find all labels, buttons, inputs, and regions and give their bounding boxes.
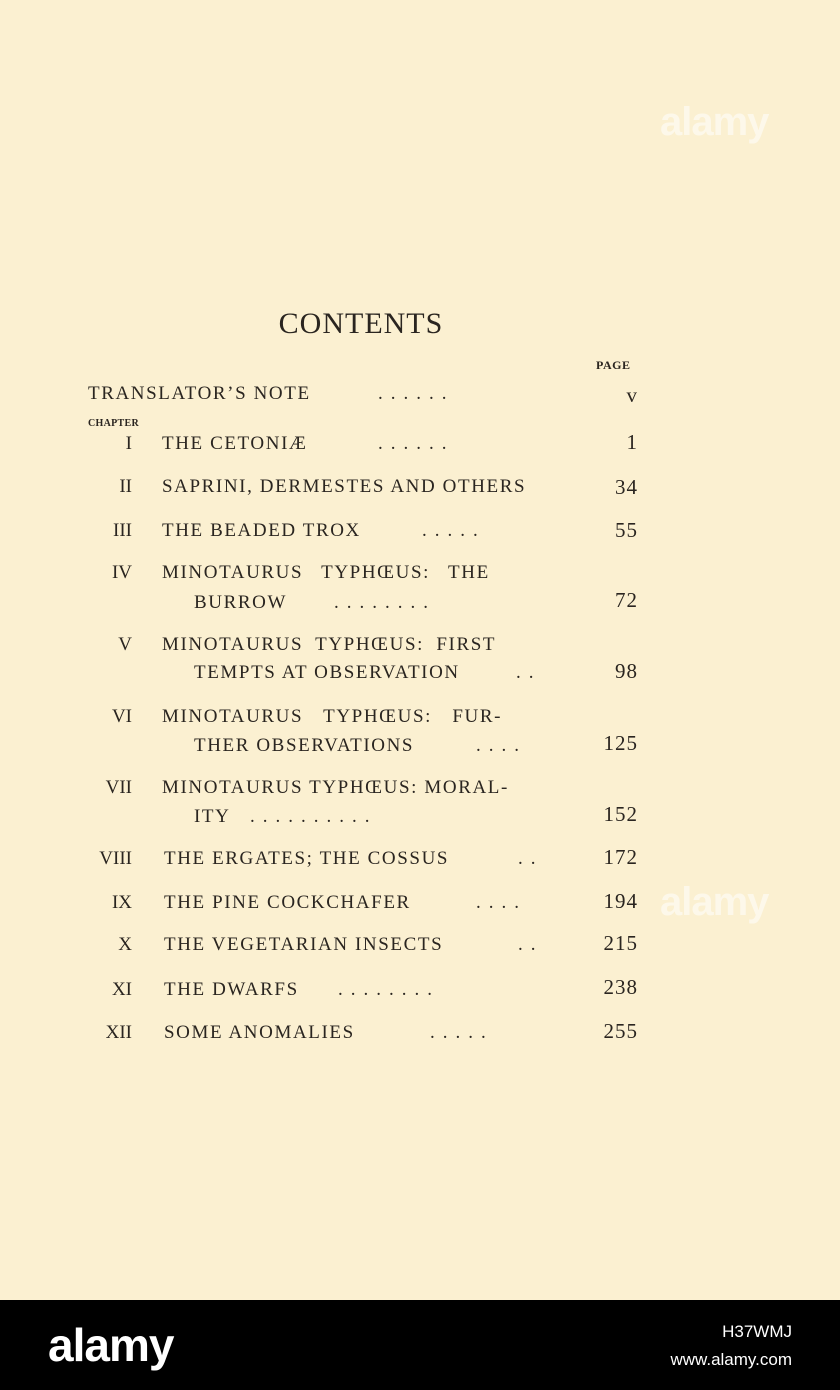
- toc-entry-page: 152: [603, 802, 638, 826]
- alamy-logo: alamy: [48, 1319, 174, 1371]
- stock-footer-bar: [0, 1300, 840, 1390]
- chapter-number: VI: [111, 706, 132, 727]
- toc-entry-title-continued: TEMPTS AT OBSERVATION: [194, 662, 460, 683]
- chapter-number: VII: [105, 777, 132, 798]
- leader-dots: ..: [518, 934, 544, 955]
- leader-dots: ..: [518, 848, 544, 869]
- image-code: H37WMJ: [722, 1322, 792, 1341]
- leader-dots: ....: [476, 735, 527, 756]
- toc-entry-title-continued: BURROW: [194, 592, 287, 613]
- toc-entry-page: 172: [603, 845, 638, 869]
- toc-entry-title-continued: THER OBSERVATIONS: [194, 735, 415, 756]
- watermark: alamy: [660, 100, 769, 144]
- source-url: www.alamy.com: [670, 1350, 792, 1369]
- toc-entry-page: 72: [615, 588, 638, 612]
- chapter-number: VIII: [99, 848, 132, 869]
- chapter-number: XI: [111, 979, 132, 1000]
- toc-entry-title: THE DWARFS: [164, 979, 299, 1000]
- watermark: alamy: [660, 880, 769, 924]
- toc-entry-title: THE PINE COCKCHAFER: [164, 892, 411, 913]
- chapter-number: X: [118, 934, 132, 955]
- toc-entry-title: THE ERGATES; THE COSSUS: [164, 848, 450, 869]
- leader-dots: ..........: [250, 806, 378, 827]
- toc-entry-title: MINOTAURUS TYPHŒUS: MORAL-: [162, 777, 509, 798]
- toc-entry-title: MINOTAURUS TYPHŒUS: FUR-: [162, 706, 503, 727]
- leader-dots: ........: [334, 592, 436, 613]
- leader-dots: .....: [430, 1022, 494, 1043]
- toc-entry-page: 1: [626, 430, 638, 454]
- chapter-number: IX: [111, 892, 132, 913]
- toc-entry-page: 255: [603, 1019, 638, 1043]
- toc-entry-title: MINOTAURUS TYPHŒUS: FIRST: [162, 634, 497, 655]
- toc-entry-title: TRANSLATOR’S NOTE: [88, 383, 311, 404]
- toc-entry-page: 34: [615, 475, 638, 499]
- leader-dots: ......: [378, 433, 455, 454]
- leader-dots: ....: [476, 892, 527, 913]
- leader-dots: ..: [516, 662, 542, 683]
- page-column-header: PAGE: [596, 358, 631, 372]
- chapter-number: V: [118, 634, 132, 655]
- toc-entry-page: 215: [603, 931, 638, 955]
- chapter-number: IV: [111, 562, 132, 583]
- toc-entry-page: v: [626, 383, 638, 407]
- chapter-number: II: [119, 476, 132, 497]
- toc-entry-title: SAPRINI, DERMESTES AND OTHERS: [162, 476, 527, 497]
- toc-entry-page: 98: [615, 659, 638, 683]
- leader-dots: ........: [338, 979, 440, 1000]
- toc-entry-page: 194: [603, 889, 638, 913]
- toc-entry-page: 238: [603, 975, 638, 999]
- chapter-number: III: [113, 520, 132, 541]
- chapter-column-header: CHAPTER: [88, 418, 139, 429]
- toc-entry-page: 55: [615, 518, 638, 542]
- toc-entry-title: SOME ANOMALIES: [164, 1022, 355, 1043]
- toc-entry-title: MINOTAURUS TYPHŒUS: THE: [162, 562, 490, 583]
- chapter-number: XII: [105, 1022, 132, 1043]
- leader-dots: ......: [378, 383, 455, 404]
- toc-entry-title-continued: ITY: [194, 806, 231, 827]
- toc-entry-title: THE CETONIÆ: [162, 433, 308, 454]
- toc-entry-title: THE BEADED TROX: [162, 520, 361, 541]
- contents-title: CONTENTS: [278, 307, 444, 340]
- toc-entry-page: 125: [603, 731, 638, 755]
- leader-dots: .....: [422, 520, 486, 541]
- toc-entry-title: THE VEGETARIAN INSECTS: [164, 934, 444, 955]
- chapter-number: I: [125, 433, 132, 454]
